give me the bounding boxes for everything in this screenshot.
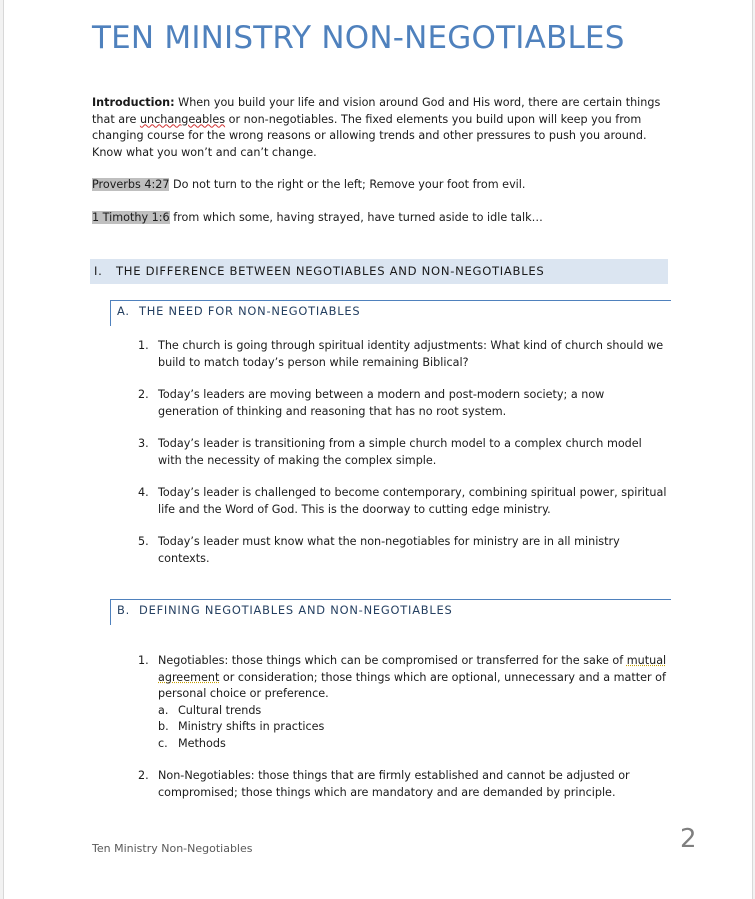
sub-text: Ministry shifts in practices bbox=[178, 720, 325, 733]
subheading-letter: B. bbox=[117, 603, 131, 617]
verse-ref: Proverbs 4:27 bbox=[92, 178, 170, 191]
sub-letter: b. bbox=[158, 720, 169, 733]
list-item bbox=[138, 653, 668, 752]
intro-text-a: When you build your life and vision around God and His word, there are certain things that are bbox=[92, 96, 661, 126]
list-item bbox=[138, 485, 668, 518]
item-number: 2. bbox=[138, 388, 149, 401]
intro-text-b: or non-negotiables. The fixed elements you build upon will keep you from changing course for the wrong reasons or allowing trends and other pressures to push you around. Know what you won’t and can’t change. bbox=[92, 112, 647, 159]
sub-text: Cultural trends bbox=[178, 703, 262, 717]
item-number: 2. bbox=[138, 769, 149, 782]
item-number: 4. bbox=[138, 486, 149, 499]
sub-letter: a. bbox=[158, 703, 169, 717]
list-item bbox=[138, 534, 668, 567]
list-item bbox=[138, 768, 668, 801]
sub-list bbox=[158, 703, 668, 753]
item-text: or consideration; those things which are optional, unnecessary and a matter of personal choice or preference. bbox=[158, 670, 666, 700]
grammar-check-phrase[interactable]: mutual agreement bbox=[158, 654, 667, 684]
sub-list-item bbox=[158, 719, 668, 736]
section-title: THE DIFFERENCE BETWEEN NEGOTIABLES AND NON-NEGOTIABLES bbox=[116, 264, 545, 278]
item-number: 5. bbox=[138, 535, 149, 548]
intro-label: Introduction: bbox=[92, 96, 175, 109]
verse-ref: 1 Timothy 1:6 bbox=[92, 211, 170, 224]
page-number: 2 bbox=[680, 824, 697, 854]
sub-letter: c. bbox=[158, 736, 168, 750]
item-text: Today’s leader is challenged to become contemporary, combining spiritual power, spiritual life and the Word of God. This is the doorway to cutting edge ministry. bbox=[158, 486, 667, 516]
verse-text: from which some, having strayed, have turned aside to idle talk… bbox=[169, 211, 543, 224]
need-list bbox=[138, 338, 668, 583]
page-title: TEN MINISTRY NON-NEGOTIABLES bbox=[92, 20, 625, 56]
list-item bbox=[138, 338, 668, 371]
sub-list-item bbox=[158, 736, 668, 753]
subheading-a bbox=[110, 300, 671, 326]
sub-list-item bbox=[158, 703, 668, 720]
item-number: 3. bbox=[138, 437, 149, 450]
verse-proverbs bbox=[92, 177, 672, 194]
item-text: Today’s leader is transitioning from a simple church model to a complex church model with the necessity of making the complex simple. bbox=[158, 437, 642, 467]
item-text: Today’s leader must know what the non-negotiables for ministry are in all ministry contexts. bbox=[158, 535, 620, 565]
list-item bbox=[138, 387, 668, 420]
section-heading-1 bbox=[90, 259, 668, 284]
verse-text: Do not turn to the right or the left; Remove your foot from evil. bbox=[169, 178, 526, 191]
intro-paragraph bbox=[92, 95, 672, 161]
subheading-title: DEFINING NEGOTIABLES AND NON-NEGOTIABLES bbox=[139, 603, 453, 617]
document-page bbox=[3, 0, 753, 899]
item-text: The church is going through spiritual identity adjustments: What kind of church should we build to match today’s person while remaining Biblical? bbox=[158, 339, 664, 369]
item-text: Non-Negotiables: those things that are firmly established and cannot be adjusted or compromised; those things which are mandatory and are demanded by principle. bbox=[158, 769, 630, 799]
verse-timothy bbox=[92, 210, 672, 227]
spellcheck-word[interactable]: unchangeables bbox=[139, 112, 226, 126]
item-text: Negotiables: those things which can be compromised or transferred for the sake of bbox=[158, 654, 627, 667]
section-number: I. bbox=[94, 264, 103, 278]
item-number: 1. bbox=[138, 654, 149, 667]
footer-title: Ten Ministry Non-Negotiables bbox=[92, 842, 253, 855]
item-text: Today’s leaders are moving between a modern and post-modern society; a now generation of thinking and reasoning that has no root system. bbox=[158, 388, 605, 418]
sub-text: Methods bbox=[178, 736, 226, 750]
subheading-title: THE NEED FOR NON-NEGOTIABLES bbox=[139, 304, 361, 318]
subheading-letter: A. bbox=[117, 304, 130, 318]
defining-list bbox=[138, 653, 668, 817]
list-item bbox=[138, 436, 668, 469]
item-number: 1. bbox=[138, 339, 149, 352]
subheading-b bbox=[110, 599, 671, 625]
